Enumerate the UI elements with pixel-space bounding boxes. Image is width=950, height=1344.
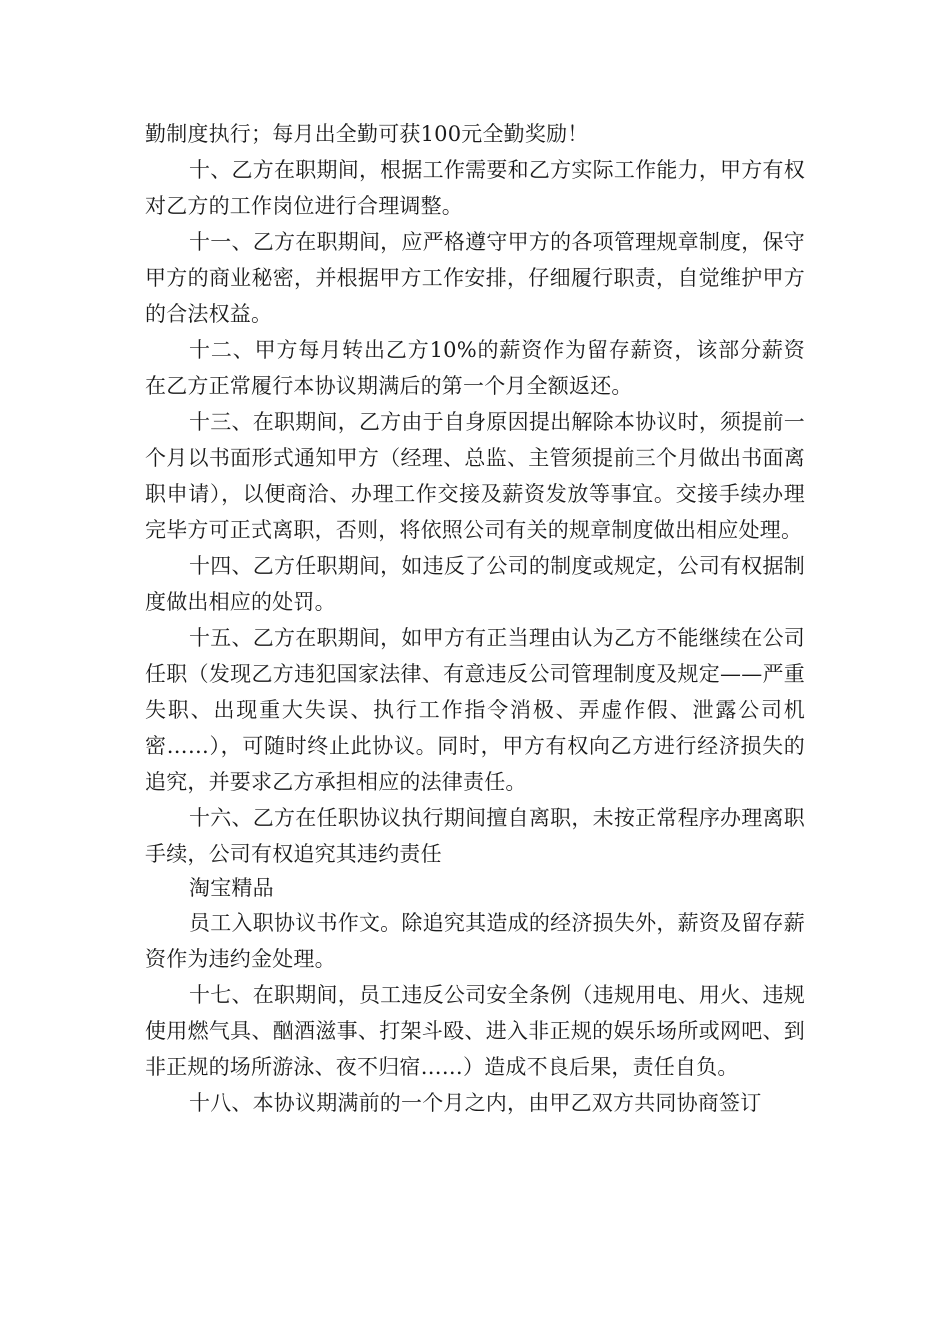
paragraph-clause-14: 十四、乙方任职期间，如违反了公司的制度或规定，公司有权据制度做出相应的处罚。 <box>145 554 805 614</box>
paragraph-clause-18: 十八、本协议期满前的一个月之内，由甲乙双方共同协商签订 <box>189 1091 762 1115</box>
paragraph-taobao-note: 淘宝精品 <box>189 876 274 900</box>
paragraph-clause-13: 十三、在职期间，乙方由于自身原因提出解除本协议时，须提前一个月以书面形式通知甲方（经理、总监、主管须提前三个月做出书面离职申请），以便商洽、办理工作交接及薪资发放等事宜。交接手续办理完毕方可正式离职，否则，将依照公司有关的规章制度做出相应处理。 <box>145 410 805 542</box>
paragraph-clause-16: 十六、乙方在任职协议执行期间擅自离职，未按正常程序办理离职手续，公司有权追究其违约责任 <box>145 806 805 866</box>
paragraph-clause-12: 十二、甲方每月转出乙方10%的薪资作为留存薪资，该部分薪资在乙方正常履行本协议期满后的第一个月全额返还。 <box>145 338 805 398</box>
paragraph-attendance: 勤制度执行；每月出全勤可获100元全勤奖励！ <box>145 122 589 146</box>
paragraph-clause-10: 十、乙方在职期间，根据工作需要和乙方实际工作能力，甲方有权对乙方的工作岗位进行合理调整。 <box>145 158 805 218</box>
paragraph-employee-note: 员工入职协议书作文。除追究其造成的经济损失外，薪资及留存薪资作为违约金处理。 <box>145 911 805 971</box>
document-page <box>145 116 805 1121</box>
paragraph-clause-11: 十一、乙方在职期间，应严格遵守甲方的各项管理规章制度，保守甲方的商业秘密，并根据甲方工作安排，仔细履行职责，自觉维护甲方的合法权益。 <box>145 230 805 326</box>
paragraph-clause-15: 十五、乙方在职期间，如甲方有正当理由认为乙方不能继续在公司任职（发现乙方违犯国家法律、有意违反公司管理制度及规定——严重失职、出现重大失误、执行工作指令消极、弄虚作假、泄露公司机密……），可随时终止此协议。同时，甲方有权向乙方进行经济损失的追究，并要求乙方承担相应的法律责任。 <box>145 626 805 794</box>
paragraph-clause-17: 十七、在职期间，员工违反公司安全条例（违规用电、用火、违规使用燃气具、酗酒滋事、打架斗殴、进入非正规的娱乐场所或网吧、到非正规的场所游泳、夜不归宿……）造成不良后果，责任自负。 <box>145 983 805 1079</box>
